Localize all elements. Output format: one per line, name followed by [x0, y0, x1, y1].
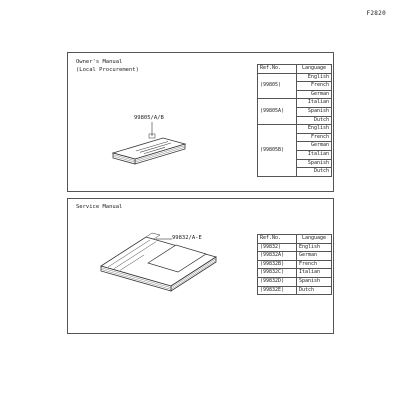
language-cell: Italian: [297, 269, 332, 278]
language-cell: French: [297, 260, 332, 269]
table-header-row: [258, 65, 332, 74]
table-row: [258, 125, 332, 134]
language-cell: Spanish: [297, 159, 332, 168]
language-cell: English: [297, 125, 332, 134]
language-cell: French: [297, 82, 332, 91]
language-cell: Dutch: [297, 116, 332, 125]
ref-no-cell: (99832A): [258, 252, 297, 261]
language-cell: Spanish: [297, 277, 332, 286]
owners-manual-panel: [67, 52, 334, 192]
table-row: [258, 269, 332, 278]
language-cell: German: [297, 90, 332, 99]
ref-no-header: Ref.No.: [258, 65, 297, 74]
service-manual-title: Service Manual: [76, 204, 123, 210]
table-row: [258, 243, 332, 252]
service-manual-panel: [67, 198, 334, 334]
owners-manual-title: Owner's Manual: [76, 59, 123, 65]
ref-no-cell: (99832C): [258, 269, 297, 278]
language-cell: Dutch: [297, 168, 332, 177]
ref-no-cell: (99805): [258, 73, 297, 99]
language-cell: Spanish: [297, 107, 332, 116]
table-row: [258, 260, 332, 269]
ref-no-cell: (99832E): [258, 286, 297, 295]
language-cell: German: [297, 142, 332, 151]
table-row: [258, 286, 332, 295]
language-cell: French: [297, 133, 332, 142]
language-cell: English: [297, 243, 332, 252]
owners-manual-part-callout: 99805/A/B: [134, 115, 164, 121]
table-row: [258, 99, 332, 108]
language-cell: English: [297, 73, 332, 82]
table-row: [258, 277, 332, 286]
ref-no-cell: (99805B): [258, 125, 297, 177]
ref-no-cell: (99805A): [258, 99, 297, 125]
table-row: [258, 252, 332, 261]
language-cell: Italian: [297, 150, 332, 159]
language-header: Language: [297, 65, 332, 74]
language-cell: Italian: [297, 99, 332, 108]
table-header-row: [258, 235, 332, 244]
language-header: Language: [297, 235, 332, 244]
owners-manual-subtitle: (Local Procurement): [76, 67, 139, 73]
ref-no-cell: (99832): [258, 243, 297, 252]
ref-no-cell: (99832D): [258, 277, 297, 286]
figure-id: F2820: [366, 10, 386, 17]
language-cell: German: [297, 252, 332, 261]
service-manual-language-table: [257, 234, 332, 295]
ref-no-header: Ref.No.: [258, 235, 297, 244]
ref-no-cell: (99832B): [258, 260, 297, 269]
service-manual-part-callout: 99832/A-E: [172, 235, 202, 241]
table-row: [258, 73, 332, 82]
language-cell: Dutch: [297, 286, 332, 295]
owners-manual-language-table: [257, 64, 332, 177]
